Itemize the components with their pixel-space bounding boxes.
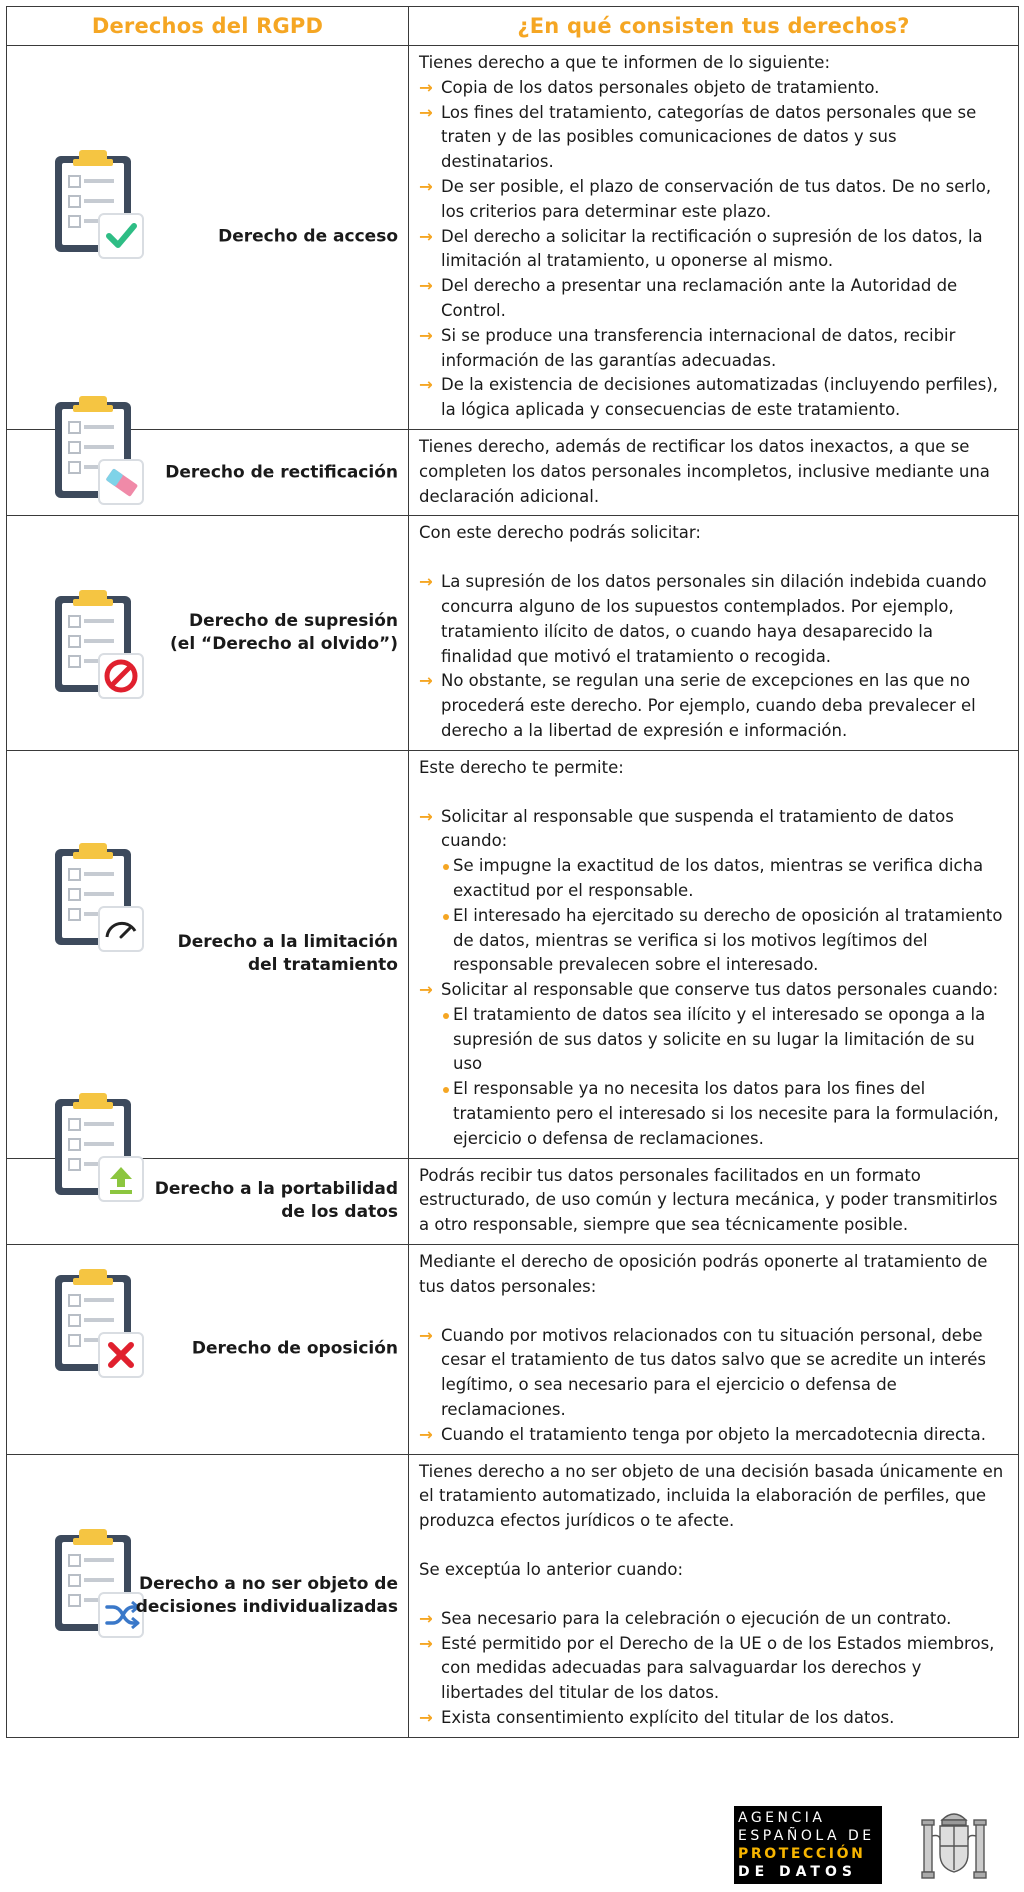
arrow-item: → Del derecho a solicitar la rectificación o supresión de los datos, la limitación al tratamiento, u oponerse al mismo.	[419, 225, 1008, 275]
bullet-item: El interesado ha ejercitado su derecho de oposición al tratamiento de datos, mientras se verifica si los motivos legítimos del responsable prevalecen sobre el interesado.	[419, 904, 1008, 978]
right-title	[192, 1338, 398, 1361]
table-row	[7, 1454, 1019, 1737]
clipboard-eraser-icon	[49, 392, 147, 506]
arrow-item: → Sea necesario para la celebración o ejecución de un contrato.	[419, 1607, 1008, 1632]
rights-table	[6, 6, 1019, 1738]
paragraph: Este derecho te permite:	[419, 757, 624, 777]
arrow-item: → Esté permitido por el Derecho de la UE o de los Estados miembros, con medidas adecuadas para salvaguardar los derechos y libertades del titular de los datos.	[419, 1632, 1008, 1706]
right-description-cell	[409, 516, 1019, 750]
logo-line-1: AGENCIA	[738, 1810, 826, 1826]
paragraph: Tienes derecho a que te informen de lo siguiente:	[419, 53, 831, 72]
right-name-cell	[7, 46, 409, 430]
right-title	[155, 1178, 398, 1224]
clipboard-upload-icon	[49, 1089, 147, 1203]
right-name-cell	[7, 429, 409, 515]
spacer	[419, 1534, 1008, 1558]
table-row	[7, 516, 1019, 750]
right-description-cell	[409, 750, 1019, 1158]
right-title	[165, 461, 398, 484]
right-title-line: Derecho a la limitación	[177, 932, 398, 953]
arrow-item: → Solicitar al responsable que suspenda el tratamiento de datos cuando:	[419, 805, 1008, 855]
spacer	[419, 1583, 1008, 1607]
arrow-item: → Copia de los datos personales objeto de tratamiento.	[419, 76, 1008, 101]
aepd-logo	[734, 1806, 882, 1884]
right-title-line: del tratamiento	[247, 955, 398, 976]
paragraph: Mediante el derecho de oposición podrás oponerte al tratamiento de tus datos personales:	[419, 1252, 988, 1296]
paragraph: Tienes derecho, además de rectificar los datos inexactos, a que se completen los datos personales incompletos, inclusive mediante una declaración adicional.	[419, 436, 990, 506]
table-row	[7, 1245, 1019, 1455]
arrow-item: → Exista consentimiento explícito del titular de los datos.	[419, 1706, 1008, 1731]
bullet-item: El responsable ya no necesita los datos para los fines del tratamiento pero el interesado si los necesite para la formulación, ejercicio o defensa de reclamaciones.	[419, 1077, 1008, 1151]
arrow-item: → De ser posible, el plazo de conservación de tus datos. De no serlo, los criterios para determinar este plazo.	[419, 175, 1008, 225]
right-title	[218, 226, 398, 249]
right-name-cell	[7, 1245, 409, 1455]
arrow-item: → Los fines del tratamiento, categorías de datos personales que se traten y de las posibles comunicaciones de datos y sus destinatarios.	[419, 101, 1008, 175]
right-title	[170, 610, 398, 656]
right-description-cell	[409, 429, 1019, 515]
arrow-item: → Solicitar al responsable que conserve tus datos personales cuando:	[419, 978, 1008, 1003]
right-title-line: Derecho de acceso	[218, 226, 398, 247]
spacer	[419, 1300, 1008, 1324]
right-description-cell	[409, 1454, 1019, 1737]
right-title-line: Derecho de supresión	[189, 611, 398, 632]
logo-line-3: PROTECCIÓN	[738, 1846, 866, 1862]
table-row	[7, 46, 1019, 430]
right-title-line: Derecho de rectificación	[165, 462, 398, 483]
arrow-item: → Del derecho a presentar una reclamación ante la Autoridad de Control.	[419, 274, 1008, 324]
arrow-item: → La supresión de los datos personales sin dilación indebida cuando concurra alguno de los supuestos contemplados. Por ejemplo, tratamiento ilícito de datos, o cuando haya desaparecido la finalidad que motivó el tratamiento o recogida.	[419, 570, 1008, 669]
right-title-line: Derecho a la portabilidad	[154, 1179, 398, 1200]
paragraph: Se exceptúa lo anterior cuando:	[419, 1560, 684, 1580]
right-description-cell	[409, 1158, 1019, 1244]
spacer	[419, 781, 1008, 805]
right-title	[136, 1573, 398, 1619]
table-header-row	[7, 7, 1019, 46]
logo-line-4: DE DATOS	[738, 1864, 857, 1880]
clipboard-prohibited-icon	[49, 586, 147, 700]
header-rights: Derechos del RGPD	[7, 7, 409, 46]
spacer	[419, 546, 1008, 570]
paragraph: Con este derecho podrás solicitar:	[419, 523, 701, 543]
right-name-cell	[7, 1454, 409, 1737]
header-content: ¿En qué consisten tus derechos?	[409, 7, 1019, 46]
table-row	[7, 1158, 1019, 1244]
coat-of-arms-icon	[918, 1806, 990, 1886]
right-description-cell	[409, 46, 1019, 430]
paragraph: Podrás recibir tus datos personales facilitados en un formato estructurado, de uso común y lectura mecánica, y poder transmitirlos a otro responsable, siempre que sea técnicamente posible.	[419, 1165, 998, 1235]
clipboard-shuffle-icon	[49, 1525, 147, 1639]
right-name-cell	[7, 516, 409, 750]
paragraph: Tienes derecho a no ser objeto de una decisión basada únicamente en el tratamiento automatizado, incluida la elaboración de perfiles, que produzca efectos jurídicos o te afecte.	[419, 1461, 1004, 1531]
bullet-item: Se impugne la exactitud de los datos, mientras se verifica dicha exactitud por el responsable.	[419, 854, 1008, 904]
arrow-item: → De la existencia de decisiones automatizadas (incluyendo perfiles), la lógica aplicada y consecuencias de este tratamiento.	[419, 373, 1008, 423]
arrow-item: → Si se produce una transferencia internacional de datos, recibir información de las garantías adecuadas.	[419, 324, 1008, 374]
right-title-line: de los datos	[281, 1202, 398, 1223]
arrow-item: → No obstante, se regulan una serie de excepciones en las que no procederá este derecho. Por ejemplo, cuando deba prevalecer el derecho a la libertad de expresión e información.	[419, 669, 1008, 743]
bullet-item: El tratamiento de datos sea ilícito y el interesado se oponga a la supresión de sus datos y solicite en su lugar la limitación de su uso	[419, 1003, 1008, 1077]
logo-line-2: ESPAÑOLA DE	[738, 1828, 875, 1844]
right-title-line: Derecho a no ser objeto de	[138, 1573, 398, 1594]
clipboard-gauge-icon	[49, 839, 147, 953]
clipboard-cross-icon	[49, 1265, 147, 1379]
arrow-item: → Cuando el tratamiento tenga por objeto la mercadotecnia directa.	[419, 1423, 1008, 1448]
right-title-line: (el “Derecho al olvido”)	[170, 634, 398, 655]
clipboard-check-icon	[49, 146, 147, 260]
right-title-line: Derecho de oposición	[191, 1338, 398, 1359]
right-name-cell	[7, 1158, 409, 1244]
right-description-cell	[409, 1245, 1019, 1455]
table-row	[7, 750, 1019, 1158]
right-title-line: decisiones individualizadas	[135, 1596, 398, 1617]
arrow-item: → Cuando por motivos relacionados con tu situación personal, debe cesar el tratamiento de tus datos salvo que se acredite un interés legítimo, o sea necesario para el ejercicio o defensa de reclamaciones.	[419, 1324, 1008, 1423]
right-title	[178, 931, 398, 977]
table-row	[7, 429, 1019, 515]
